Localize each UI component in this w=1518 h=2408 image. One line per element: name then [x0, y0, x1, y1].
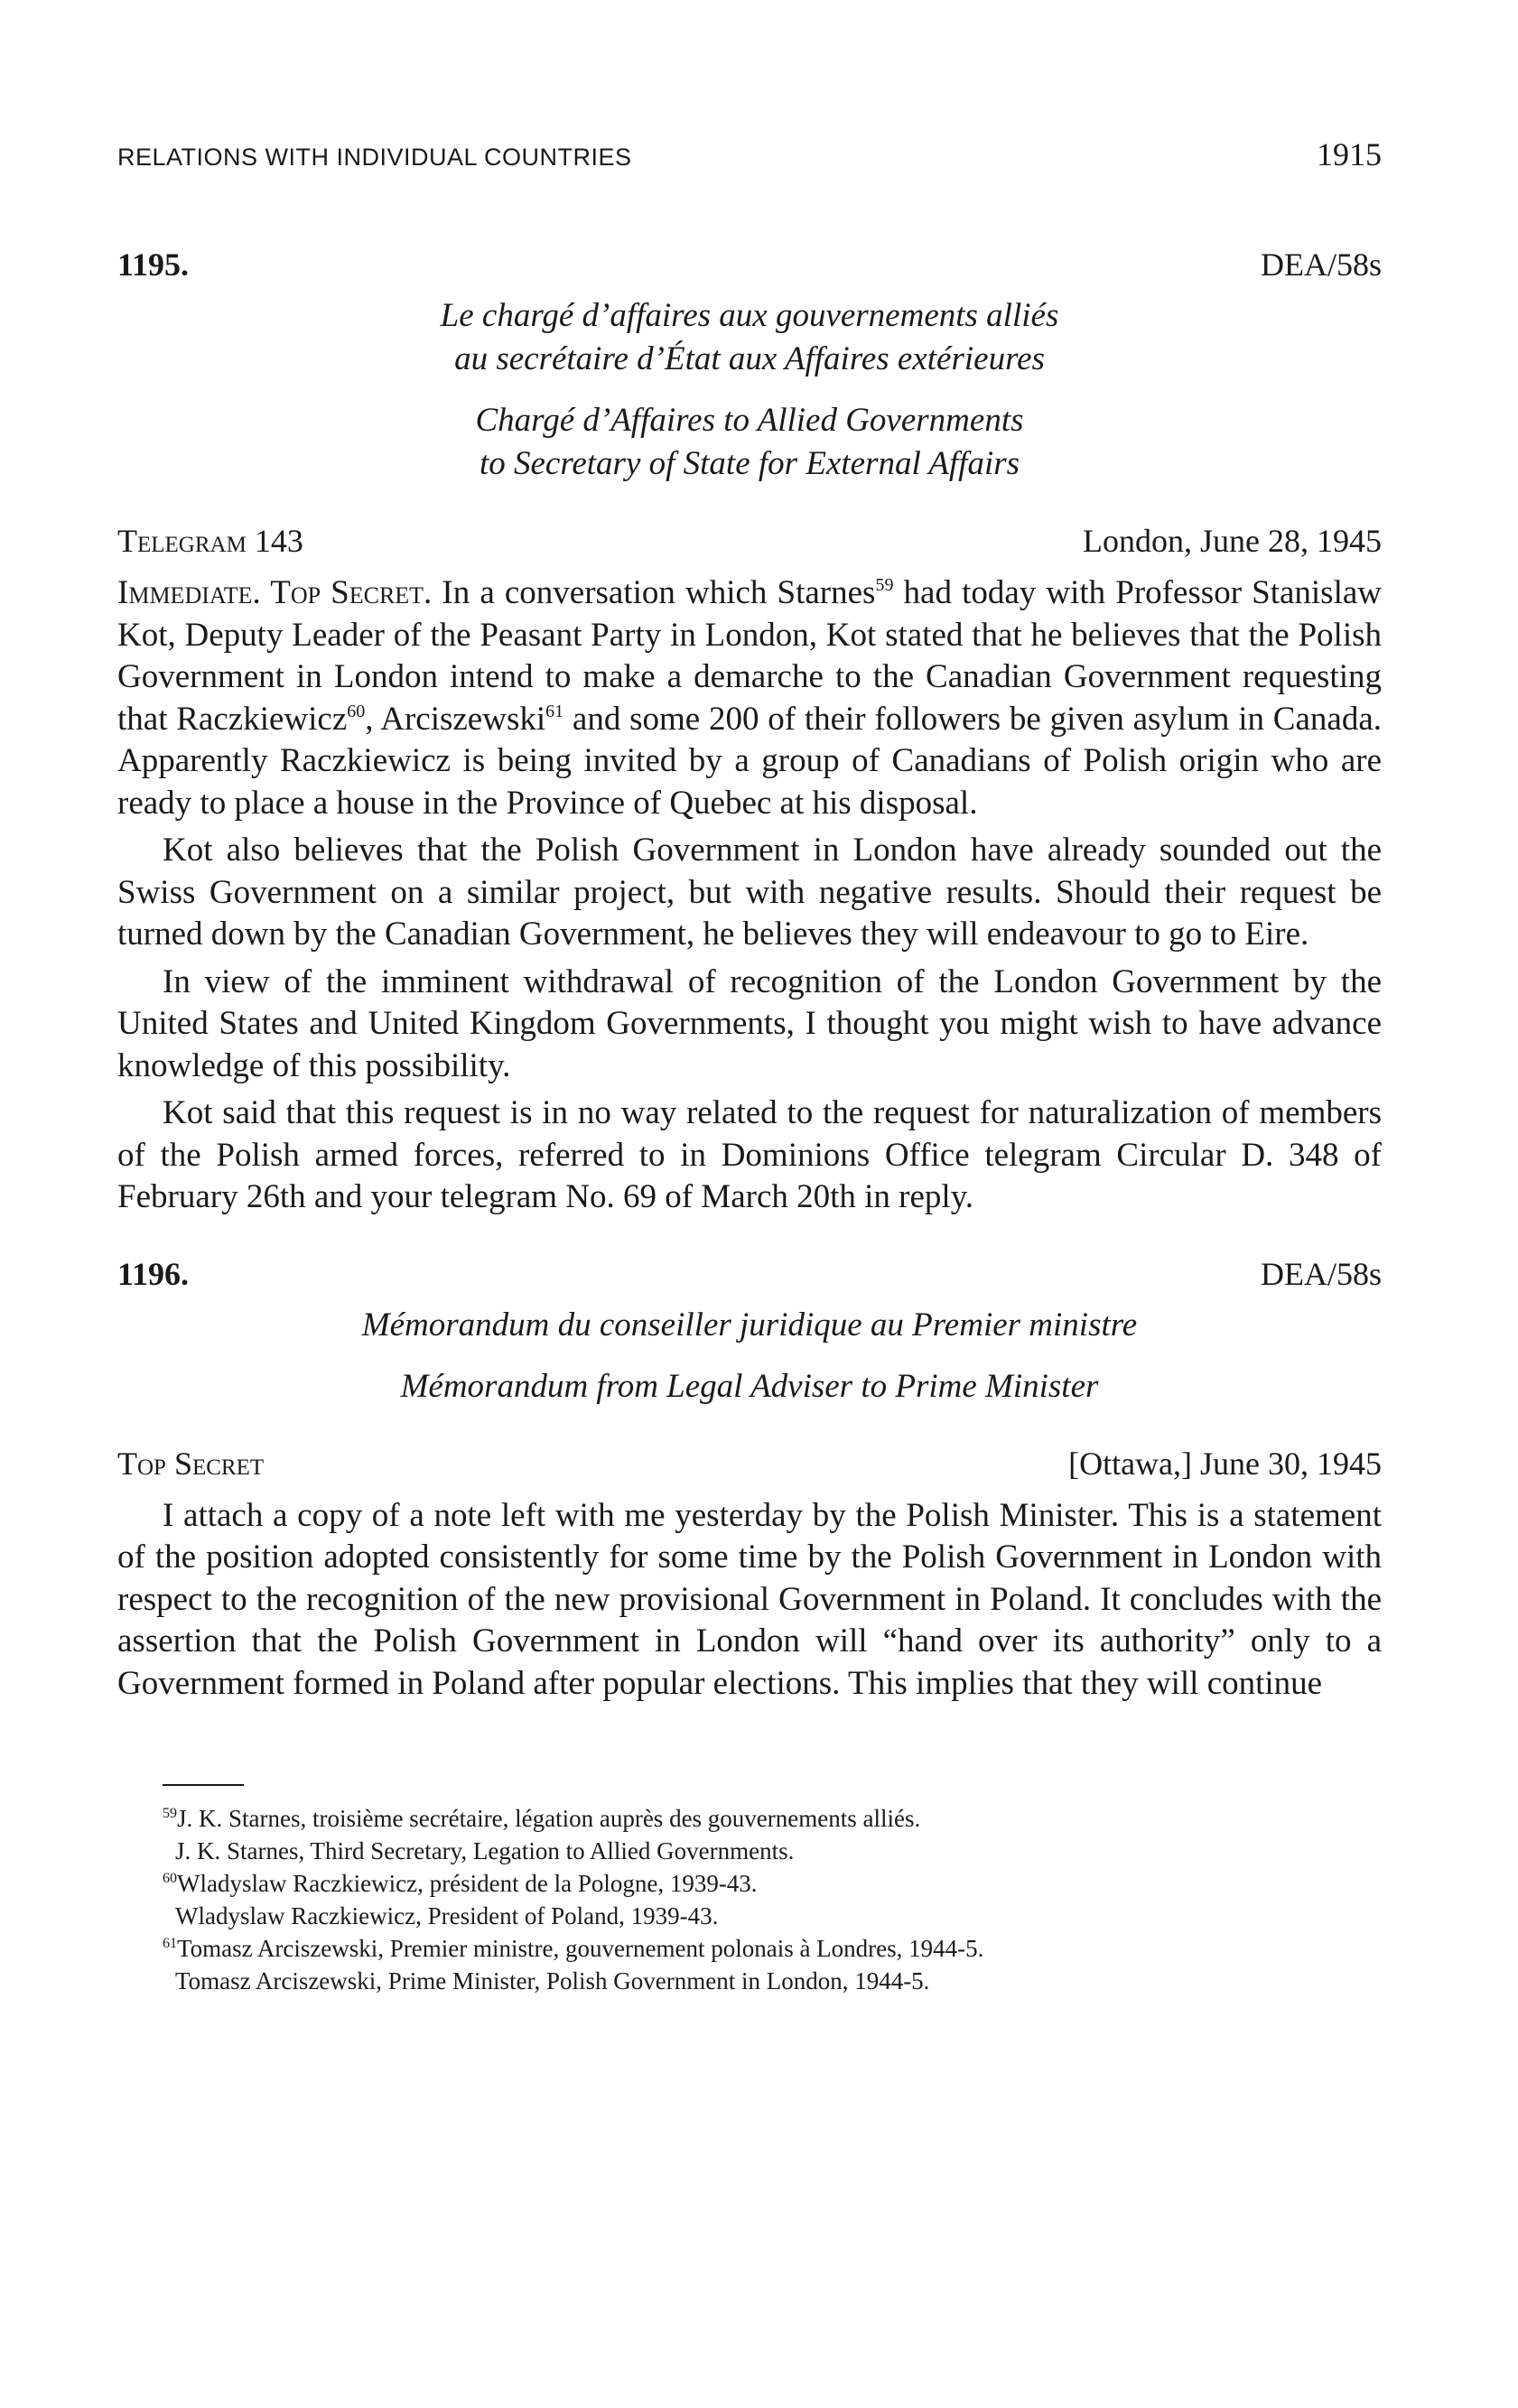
- document-1196: [117, 1255, 1382, 1706]
- footnote-59-en: J. K. Starnes, Third Secretary, Legation to Allied Governments.: [175, 1837, 795, 1864]
- doc-1195-header: [117, 246, 1382, 284]
- doc-1196-meta: [117, 1445, 1382, 1483]
- footnote-61-en: Tomasz Arciszewski, Prime Minister, Polish Government in London, 1944-5.: [175, 1967, 930, 1994]
- caption-line: to Secretary of State for External Affairs: [479, 445, 1020, 482]
- footnote-61: [163, 1932, 1382, 1965]
- paragraph-text: had today with Professor Stanislaw Kot, Deputy Leader of the Peasant Party in London, Kot stated that he believes that the Polish Government in London intend to make a demarche to the Canadian Government requesting that Raczkiewicz: [117, 574, 1383, 738]
- running-title: RELATIONS WITH INDIVIDUAL COUNTRIES: [117, 144, 632, 171]
- paragraph-text: , Arciszewski: [365, 700, 546, 738]
- caption-line: Mémorandum du conseiller juridique au Premier ministre: [361, 1306, 1138, 1343]
- footnote-divider: [163, 1784, 244, 1786]
- page-number: 1915: [1317, 136, 1382, 172]
- footnote-ref: 60: [347, 701, 366, 721]
- document-page: [117, 135, 1382, 1997]
- paragraph: [117, 572, 1382, 824]
- footnote-number: 59: [163, 1806, 177, 1821]
- doc-1195-meta: [117, 522, 1382, 560]
- doc-number: 1195.: [117, 246, 190, 283]
- lead-classification: Immediate. Top Secret.: [117, 574, 433, 611]
- document-1195: [117, 246, 1382, 1219]
- footnote-text-fr: Wladyslaw Raczkiewicz, président de la Pologne, 1939-43.: [177, 1870, 758, 1897]
- caption-french: [117, 1304, 1382, 1347]
- footnotes: [117, 1802, 1382, 1997]
- paragraph: Kot said that this request is in no way related to the request for naturalization of members of the Polish armed forces, referred to in Dominions Office telegram Circular D. 348 of February 26th and your telegram No. 69 of March 20th in reply.: [117, 1094, 1382, 1215]
- place-date: [Ottawa,] June 30, 1945: [1068, 1445, 1382, 1482]
- footnote-ref: 61: [545, 701, 564, 721]
- caption-line: Mémorandum from Legal Adviser to Prime Minister: [400, 1367, 1099, 1405]
- doc-number: 1196.: [117, 1255, 190, 1292]
- caption-line: Chargé d’Affaires to Allied Governments: [475, 402, 1024, 439]
- caption-line: au secrétaire d’État aux Affaires extérieures: [454, 340, 1045, 377]
- footnote-59: [163, 1802, 1382, 1835]
- footnote-text-fr: Tomasz Arciszewski, Premier ministre, gouvernement polonais à Londres, 1944-5.: [177, 1935, 984, 1962]
- classification: Top Secret: [117, 1445, 265, 1482]
- footnote-60-en: Wladyslaw Raczkiewicz, President of Poland, 1939-43.: [175, 1902, 719, 1929]
- footnote-number: 61: [163, 1936, 177, 1951]
- paragraph-text: In a conversation which Starnes: [432, 574, 876, 611]
- file-reference: DEA/58s: [1261, 246, 1382, 283]
- caption-french: [117, 294, 1382, 381]
- doc-1196-header: [117, 1255, 1382, 1293]
- file-reference: DEA/58s: [1261, 1255, 1382, 1292]
- footnote-number: 60: [163, 1871, 177, 1886]
- spacer: [117, 1219, 1382, 1255]
- caption-english: [117, 399, 1382, 486]
- caption-line: Le chargé d’affaires aux gouvernements alliés: [440, 297, 1059, 334]
- paragraph: In view of the imminent withdrawal of recognition of the London Government by the United States and United Kingdom Governments, I thought you might wish to have advance knowledge of this possibility.: [117, 962, 1382, 1084]
- paragraph-text: and some 200 of their followers be given asylum in Canada. Apparently Raczkiewicz is being invited by a group of Canadians of Polish origin who are ready to place a house in the Province of Quebec at his disposal.: [117, 700, 1382, 822]
- caption-english: [117, 1365, 1382, 1409]
- place-date: London, June 28, 1945: [1083, 523, 1382, 559]
- footnote-ref: 59: [875, 575, 894, 595]
- footnote-text-fr: J. K. Starnes, troisième secrétaire, légation auprès des gouvernements alliés.: [177, 1805, 921, 1832]
- paragraph: I attach a copy of a note left with me yesterday by the Polish Minister. This is a statement of the position adopted consistently for some time by the Polish Government in London with respect to the recognition of the new provisional Government in Poland. It concludes with the assertion that the Polish Government in London will “hand over its authority” only to a Government formed in Poland after popular elections. This implies that they will continue: [117, 1496, 1382, 1702]
- paragraph: Kot also believes that the Polish Government in London have already sounded out the Swiss Government on a similar project, but with negative results. Should their request be turned down by the Canadian Government, he believes they will endeavour to go to Eire.: [117, 832, 1382, 953]
- running-head: [117, 135, 1382, 173]
- footnote-60: [163, 1867, 1382, 1900]
- document-type: Telegram 143: [117, 523, 303, 559]
